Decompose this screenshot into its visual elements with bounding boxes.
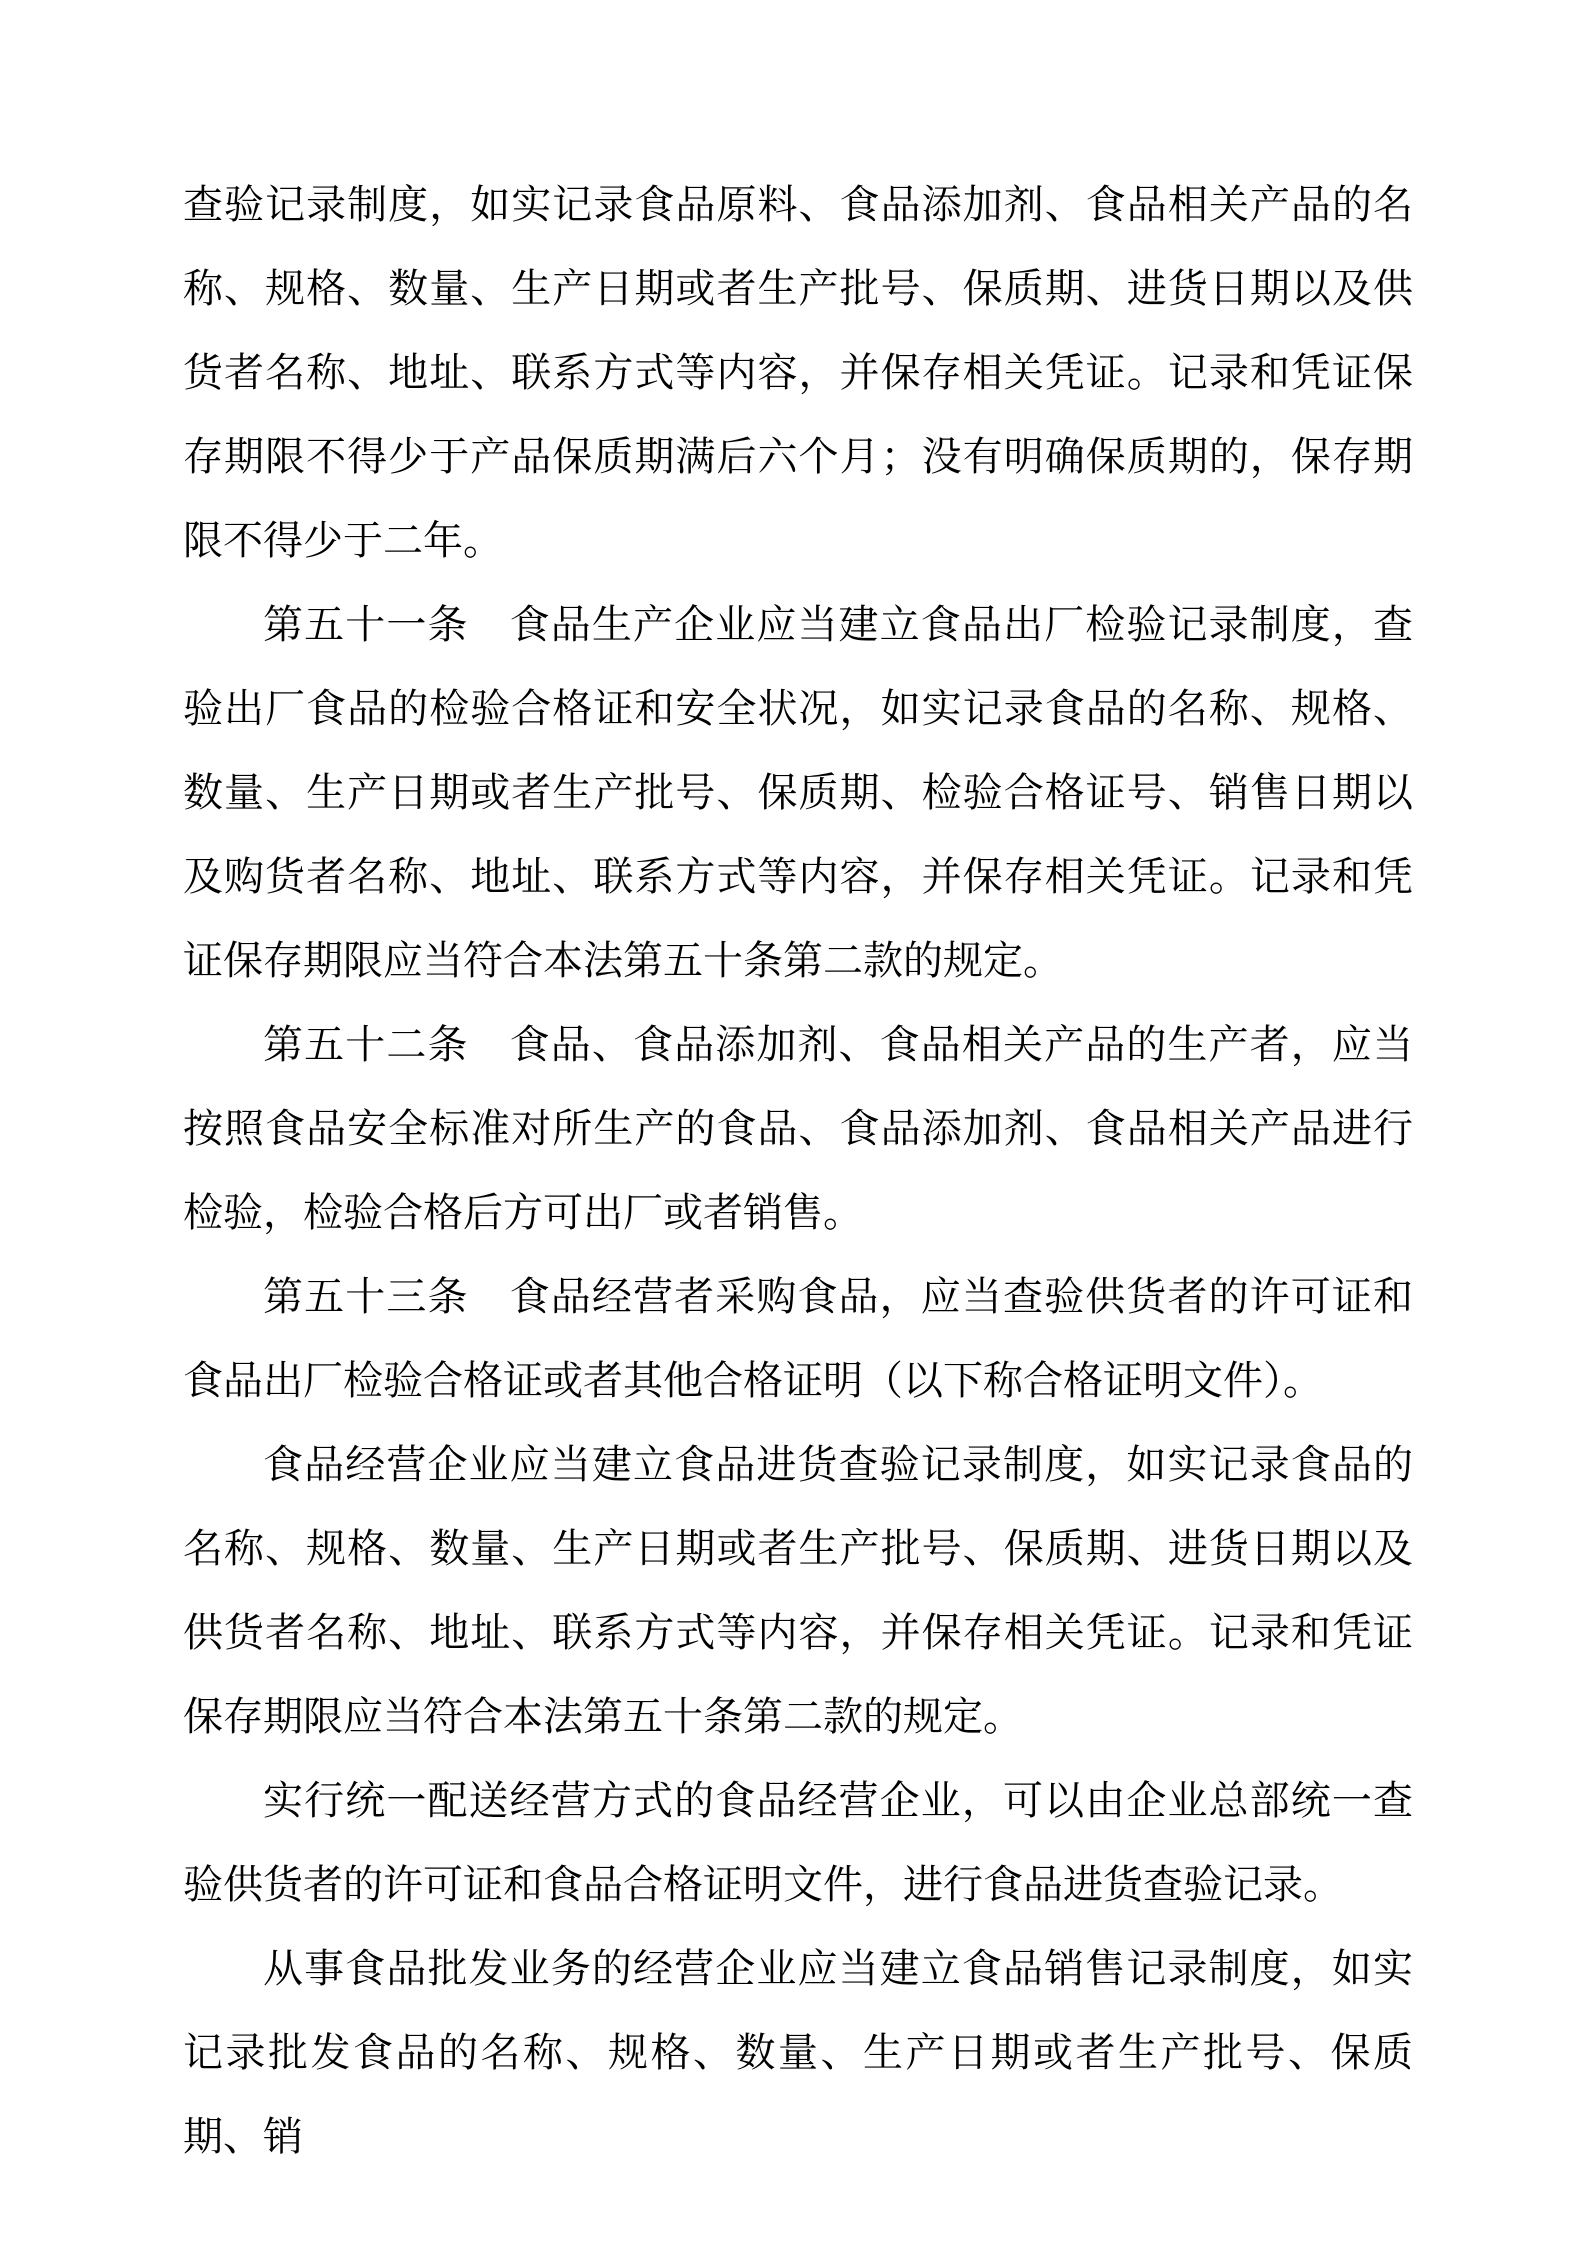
paragraph-article-51: 第五十一条 食品生产企业应当建立食品出厂检验记录制度，查验出厂食品的检验合格证和安全状况，如实记录食品的名称、规格、数量、生产日期或者生产批号、保质期、检验合格证号、销售日期以及购货者名称、地址、联系方式等内容，并保存相关凭证。记录和凭证保存期限应当符合本法第五十条第二款的规定。 [183, 602, 1413, 983]
paragraph-article-53-clause-4: 从事食品批发业务的经营企业应当建立食品销售记录制度，如实记录批发食品的名称、规格、数量、生产日期或者生产批号、保质期、销 [183, 1946, 1413, 2159]
paragraph-article-53-clause-1: 第五十三条 食品经营者采购食品，应当查验供货者的许可证和食品出厂检验合格证或者其他合格证明（以下称合格证明文件）。 [183, 1274, 1413, 1403]
paragraph-article-52: 第五十二条 食品、食品添加剂、食品相关产品的生产者，应当按照食品安全标准对所生产的食品、食品添加剂、食品相关产品进行检验，检验合格后方可出厂或者销售。 [183, 1022, 1413, 1235]
paragraph-article-53-clause-2: 食品经营企业应当建立食品进货查验记录制度，如实记录食品的名称、规格、数量、生产日期或者生产批号、保质期、进货日期以及供货者名称、地址、联系方式等内容，并保存相关凭证。记录和凭证保存期限应当符合本法第五十条第二款的规定。 [183, 1442, 1413, 1739]
document-text-block [183, 163, 1413, 2179]
paragraph-article-53-clause-3: 实行统一配送经营方式的食品经营企业，可以由企业总部统一查验供货者的许可证和食品合格证明文件，进行食品进货查验记录。 [183, 1778, 1413, 1907]
paragraph-continuation-article-50: 查验记录制度，如实记录食品原料、食品添加剂、食品相关产品的名称、规格、数量、生产日期或者生产批号、保质期、进货日期以及供货者名称、地址、联系方式等内容，并保存相关凭证。记录和凭证保存期限不得少于产品保质期满后六个月；没有明确保质期的，保存期限不得少于二年。 [183, 182, 1413, 563]
